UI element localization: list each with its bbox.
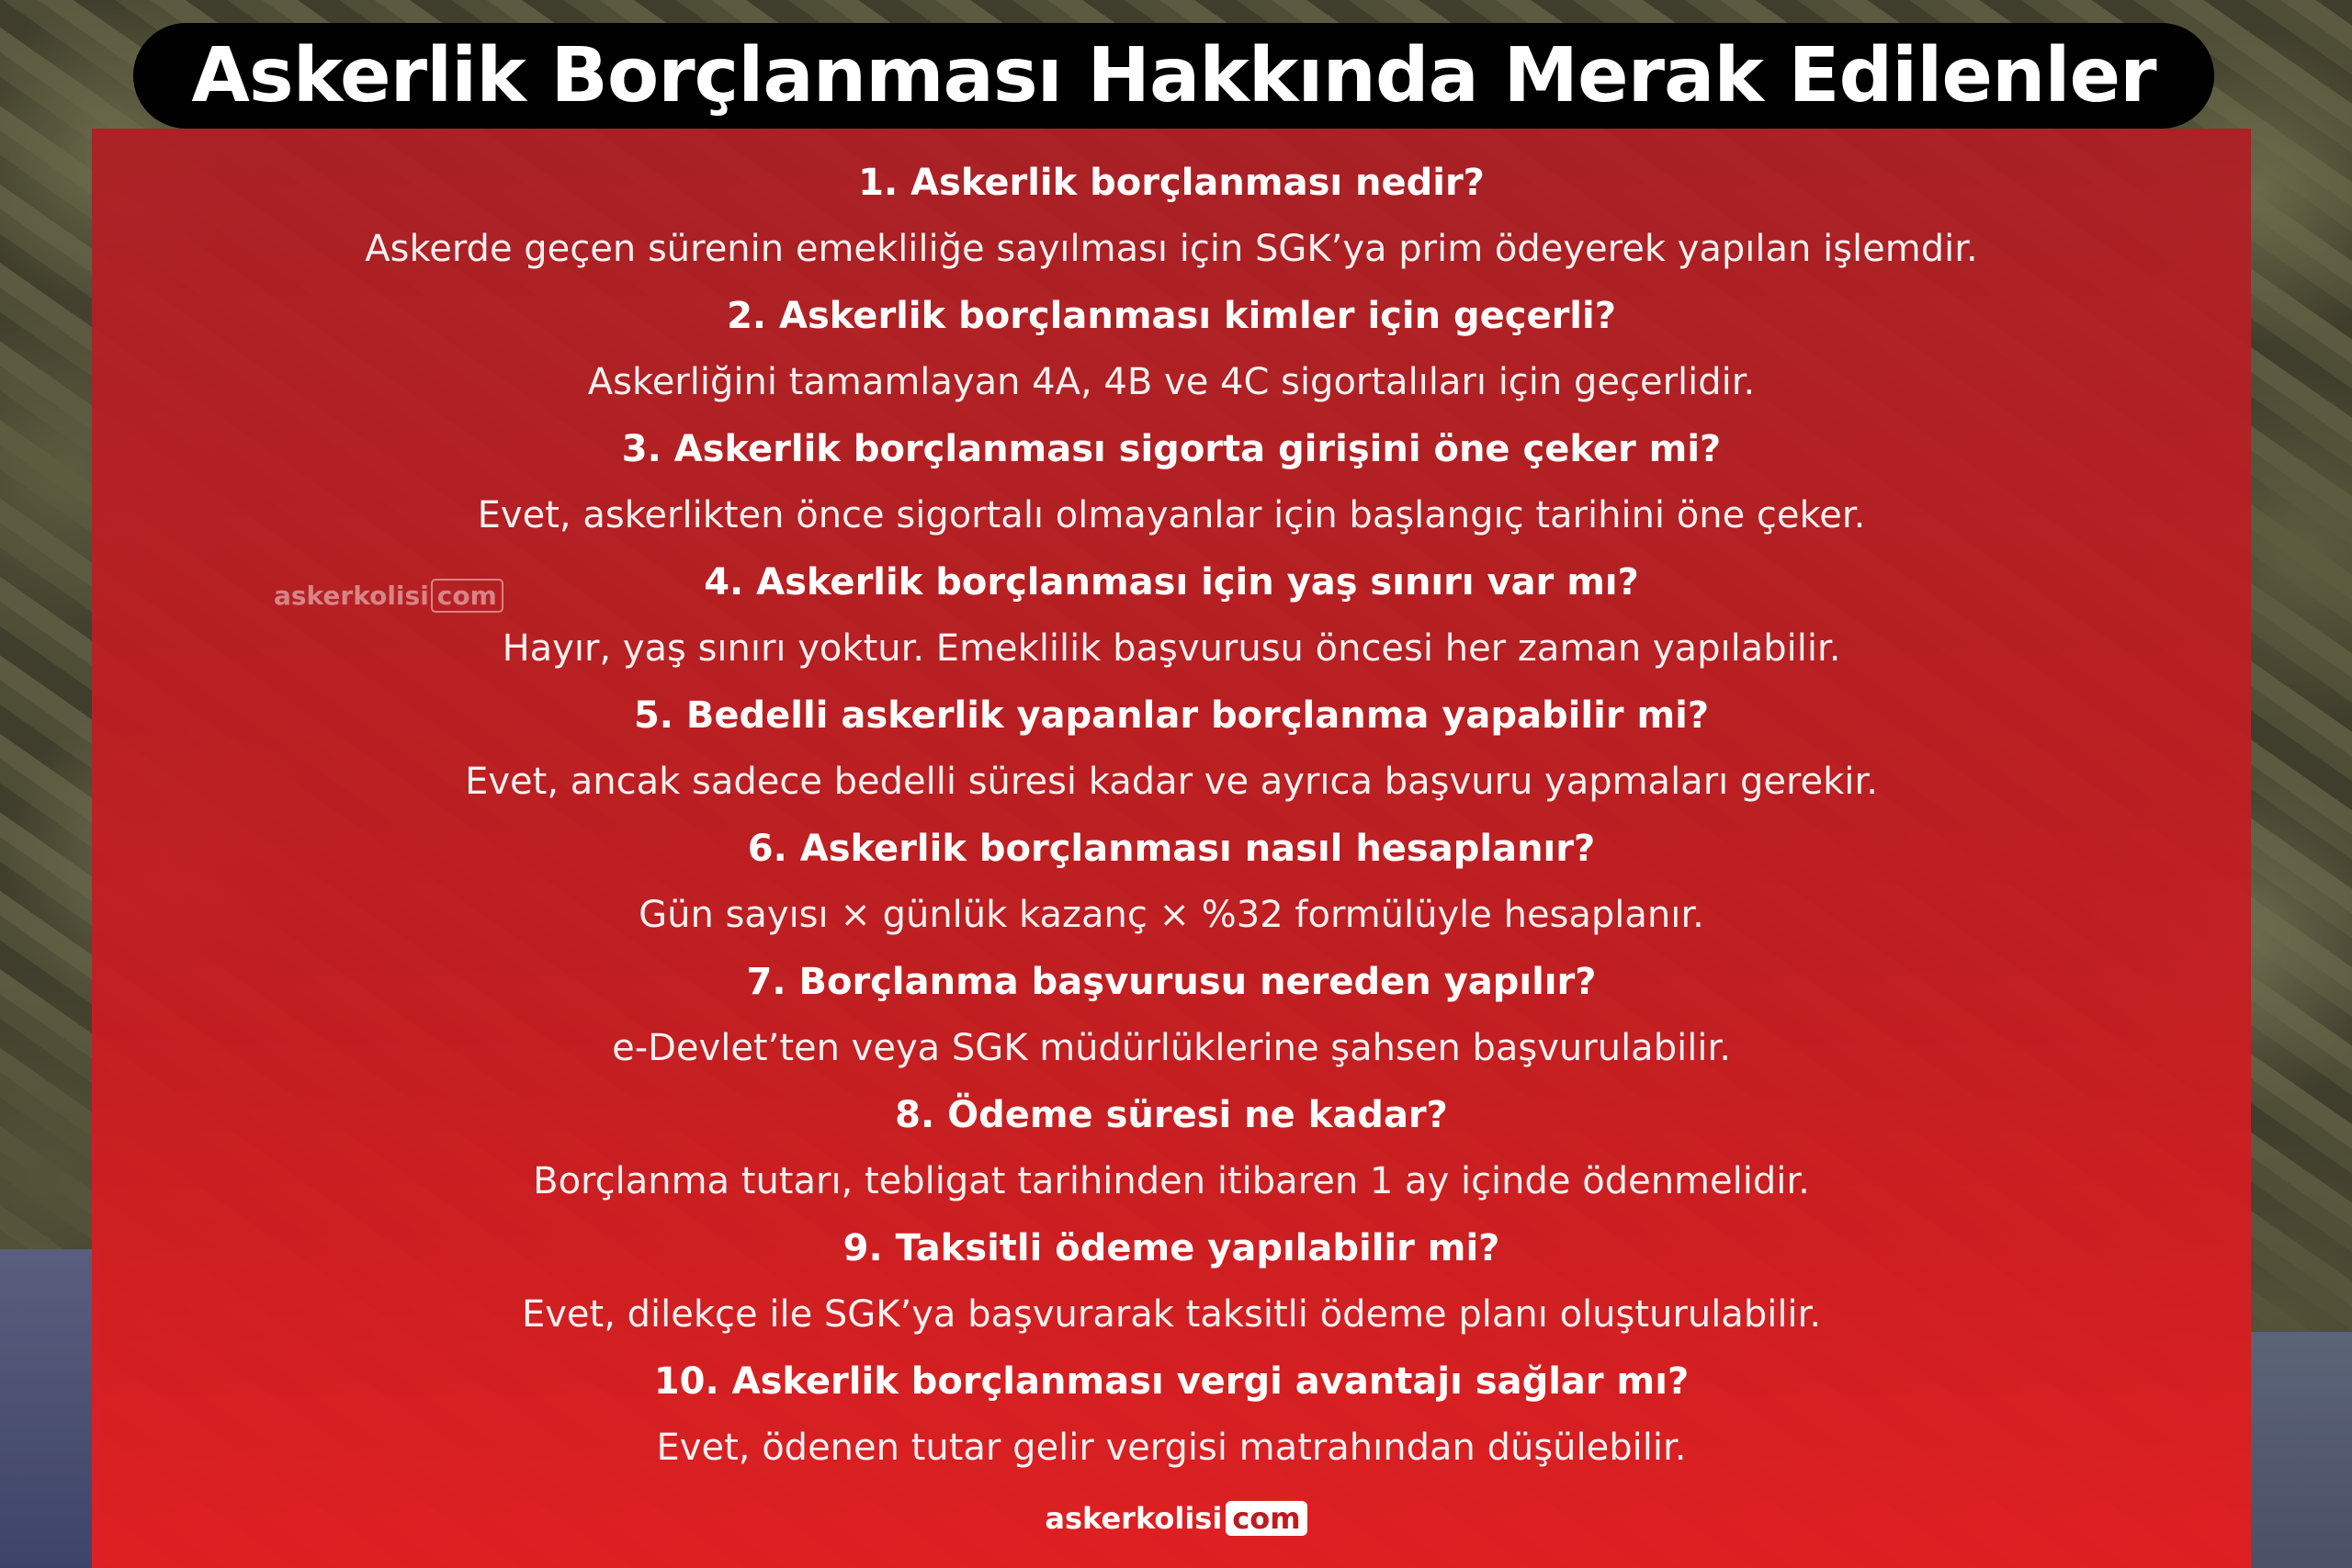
footer-logo <box>0 1501 2352 1536</box>
faq-answer: Evet, askerlikten önce sigortalı olmayanlar için başlangıç tarihini öne çeker. <box>477 494 1866 536</box>
faq-question: 10. Askerlik borçlanması vergi avantajı sağlar mı? <box>653 1360 1690 1403</box>
faq-question: 2. Askerlik borçlanması kimler için geçerli? <box>727 295 1616 337</box>
faq-item <box>92 951 2251 1084</box>
faq-question: 5. Bedelli askerlik yapanlar borçlanma yapabilir mi? <box>633 694 1710 737</box>
footer-logo-name: askerkolisi <box>1045 1501 1223 1536</box>
faq-answer: Hayır, yaş sınırı yoktur. Emeklilik başvurusu öncesi her zaman yapılabilir. <box>502 627 1841 670</box>
faq-question: 3. Askerlik borçlanması sigorta girişini öne çeker mi? <box>621 428 1722 470</box>
faq-item <box>92 684 2251 818</box>
page-title: Askerlik Borçlanması Hakkında Merak Edilenler <box>191 32 2156 119</box>
faq-item <box>92 818 2251 951</box>
faq-answer: Evet, ödenen tutar gelir vergisi matrahından düşülebilir. <box>656 1427 1687 1469</box>
faq-item <box>92 285 2251 418</box>
faq-item <box>92 551 2251 684</box>
faq-question: 7. Borçlanma başvurusu nereden yapılır? <box>746 961 1597 1003</box>
faq-question: 6. Askerlik borçlanması nasıl hesaplanır? <box>747 828 1596 870</box>
title-banner <box>133 23 2214 129</box>
faq-answer: e-Devlet’ten veya SGK müdürlüklerine şahsen başvurulabilir. <box>612 1027 1731 1069</box>
faq-answer: Askerliğini tamamlayan 4A, 4B ve 4C sigortalıları için geçerlidir. <box>587 361 1756 403</box>
footer-logo-tld: com <box>1226 1501 1306 1536</box>
faq-answer: Gün sayısı × günlük kazanç × %32 formülüyle hesaplanır. <box>639 894 1704 936</box>
faq-question: 8. Ödeme süresi ne kadar? <box>895 1094 1448 1136</box>
faq-item <box>92 1084 2251 1217</box>
faq-item <box>92 418 2251 551</box>
faq-item <box>92 1217 2251 1350</box>
faq-answer: Borçlanma tutarı, tebligat tarihinden itibaren 1 ay içinde ödenmelidir. <box>533 1160 1810 1202</box>
faq-question: 4. Askerlik borçlanması için yaş sınırı var mı? <box>704 561 1639 604</box>
faq-item <box>92 1350 2251 1483</box>
faq-question: 1. Askerlik borçlanması nedir? <box>858 162 1485 204</box>
faq-answer: Evet, ancak sadece bedelli süresi kadar ve ayrıca başvuru yapmaları gerekir. <box>465 761 1878 803</box>
faq-question: 9. Taksitli ödeme yapılabilir mi? <box>842 1227 1500 1269</box>
watermark-tld: com <box>431 579 503 613</box>
watermark-name: askerkolisi <box>274 581 429 611</box>
faq-item <box>92 152 2251 285</box>
faq-answer: Evet, dilekçe ile SGK’ya başvurarak taksitli ödeme planı oluşturulabilir. <box>521 1293 1822 1336</box>
faq-list <box>92 152 2251 1483</box>
faq-answer: Askerde geçen sürenin emekliliğe sayılması için SGK’ya prim ödeyerek yapılan işlemdir. <box>365 228 1978 270</box>
